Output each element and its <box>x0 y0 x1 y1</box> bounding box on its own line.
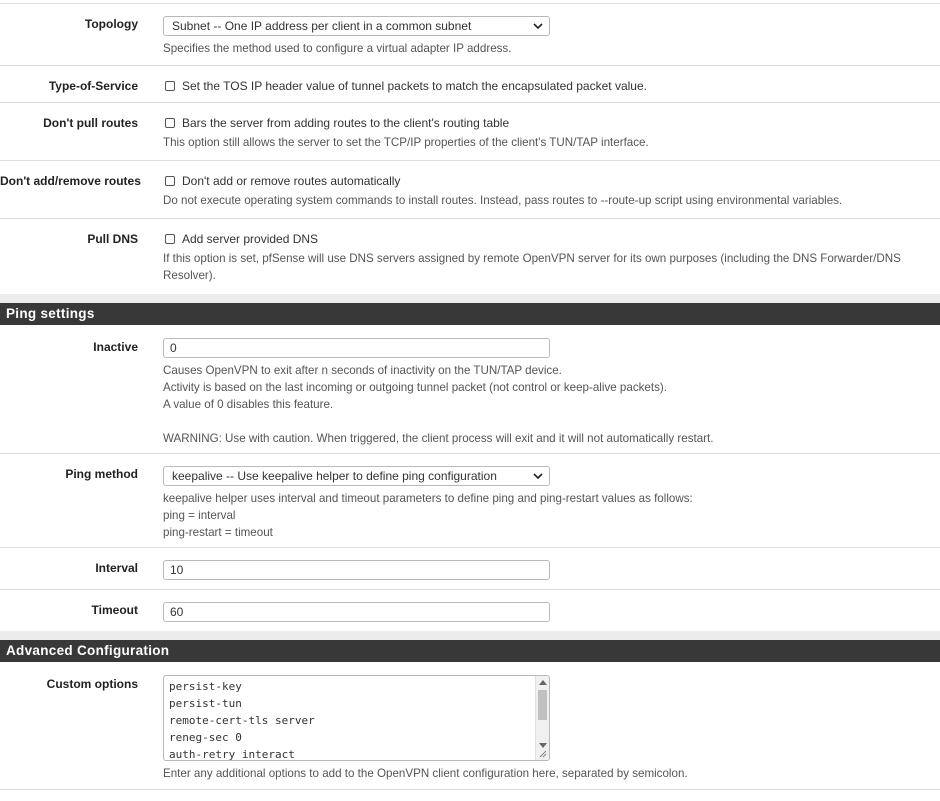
pull-dns-checkbox-label: Add server provided DNS <box>182 232 319 246</box>
dont-add-routes-row <box>0 160 940 218</box>
dont-pull-routes-field <box>163 103 940 160</box>
timeout-field <box>163 590 940 631</box>
pull-dns-checkbox-wrapper[interactable] <box>163 232 930 246</box>
timeout-label: Timeout <box>91 603 138 617</box>
custom-options-textarea[interactable] <box>163 675 550 761</box>
ping-method-help-line: ping = interval <box>163 509 236 522</box>
inactive-warning: WARNING: Use with caution. When triggered, the client process will exit and it will not automatically restart. <box>163 432 714 445</box>
section-gap <box>0 294 940 303</box>
dont-pull-routes-help: This option still allows the server to set the TCP/IP properties of the client's TUN/TAP interface. <box>163 136 649 149</box>
inactive-help <box>163 362 940 447</box>
chevron-down-icon <box>533 471 543 481</box>
topology-row <box>0 3 940 65</box>
ping-method-field <box>163 454 940 547</box>
dont-pull-routes-checkbox-wrapper[interactable] <box>163 116 940 130</box>
pull-dns-field <box>163 219 940 294</box>
interval-field <box>163 548 940 589</box>
ping-method-help-line: keepalive helper uses interval and timeout parameters to define ping and ping-restart values as follows: <box>163 492 693 505</box>
inactive-help-line: Causes OpenVPN to exit after n seconds of inactivity on the TUN/TAP device. <box>163 364 562 377</box>
custom-option-line: persist-key <box>169 680 242 693</box>
ping-method-row <box>0 453 940 547</box>
tos-checkbox-label: Set the TOS IP header value of tunnel packets to match the encapsulated packet value. <box>182 79 647 93</box>
interval-row <box>0 547 940 589</box>
inactive-input-value: 0 <box>170 341 177 355</box>
custom-option-line: remote-cert-tls server <box>169 714 315 727</box>
scroll-up-arrow-icon[interactable] <box>539 680 547 685</box>
ping-method-help <box>163 490 940 541</box>
tos-checkbox-wrapper[interactable] <box>163 79 940 93</box>
interval-input-value: 10 <box>170 563 184 577</box>
pull-dns-row <box>0 218 940 294</box>
pull-dns-checkbox[interactable] <box>165 234 175 244</box>
custom-option-line: reneg-sec 0 <box>169 731 242 744</box>
dont-add-routes-help: Do not execute operating system commands to install routes. Instead, pass routes to --route-up script using environmental variables. <box>163 194 843 207</box>
panel-bottom-border <box>0 789 940 790</box>
custom-option-line: auth-retry interact <box>169 748 295 761</box>
custom-option-line: persist-tun <box>169 697 242 710</box>
interval-label: Interval <box>95 561 138 575</box>
ping-method-help-line: ping-restart = timeout <box>163 526 273 539</box>
tos-field <box>163 66 940 102</box>
ping-method-select-value: keepalive -- Use keepalive helper to define ping configuration <box>172 469 497 483</box>
custom-options-field <box>163 662 940 789</box>
scrollbar-thumb[interactable] <box>538 690 547 720</box>
tos-row <box>0 65 940 102</box>
textarea-scrollbar[interactable] <box>535 676 549 760</box>
dont-add-routes-checkbox-wrapper[interactable] <box>163 174 940 188</box>
advanced-configuration-panel <box>0 662 940 790</box>
topology-label: Topology <box>84 17 138 31</box>
timeout-row <box>0 589 940 631</box>
ping-settings-panel <box>0 325 940 631</box>
dont-pull-routes-checkbox-label: Bars the server from adding routes to the client's routing table <box>182 116 510 130</box>
topology-help: Specifies the method used to configure a virtual adapter IP address. <box>163 42 512 55</box>
inactive-input[interactable] <box>163 338 550 358</box>
custom-options-lines <box>164 676 549 761</box>
tos-checkbox[interactable] <box>165 81 175 91</box>
dont-pull-routes-label: Don't pull routes <box>43 116 138 130</box>
pull-dns-help: If this option is set, pfSense will use DNS servers assigned by remote OpenVPN server for its own purposes (including the DNS Forwarder/DNS Resolver). <box>163 252 901 282</box>
topology-field <box>163 4 940 65</box>
pull-dns-label: Pull DNS <box>87 232 138 246</box>
dont-add-routes-field <box>163 161 940 218</box>
topology-select-value: Subnet -- One IP address per client in a common subnet <box>172 19 472 33</box>
dont-pull-routes-checkbox[interactable] <box>165 118 175 128</box>
inactive-label: Inactive <box>93 340 138 354</box>
scroll-down-arrow-icon[interactable] <box>539 743 547 748</box>
inactive-help-line: A value of 0 disables this feature. <box>163 398 334 411</box>
inactive-row <box>0 325 940 453</box>
resize-handle-icon[interactable] <box>539 750 547 758</box>
dont-add-routes-checkbox[interactable] <box>165 176 175 186</box>
interval-input[interactable] <box>163 560 550 580</box>
custom-options-label: Custom options <box>46 677 138 691</box>
tunnel-settings-panel <box>0 3 940 294</box>
dont-add-routes-checkbox-label: Don't add or remove routes automatically <box>182 174 401 188</box>
dont-pull-routes-row <box>0 102 940 160</box>
advanced-configuration-header: Advanced Configuration <box>0 640 940 662</box>
timeout-input-value: 60 <box>170 605 184 619</box>
tos-label: Type-of-Service <box>48 79 138 93</box>
topology-select[interactable] <box>163 16 550 36</box>
inactive-help-line: Activity is based on the last incoming or outgoing tunnel packet (not control or keep-alive packets). <box>163 381 667 394</box>
ping-settings-header: Ping settings <box>0 303 940 325</box>
custom-options-row <box>0 662 940 789</box>
timeout-input[interactable] <box>163 602 550 622</box>
section-gap <box>0 631 940 640</box>
custom-options-help: Enter any additional options to add to the OpenVPN client configuration here, separated by semicolon. <box>163 767 688 780</box>
chevron-down-icon <box>533 21 543 31</box>
ping-method-label: Ping method <box>65 467 138 481</box>
ping-method-select[interactable] <box>163 466 550 486</box>
dont-add-routes-label: Don't add/remove routes <box>0 174 141 188</box>
inactive-field <box>163 325 940 453</box>
